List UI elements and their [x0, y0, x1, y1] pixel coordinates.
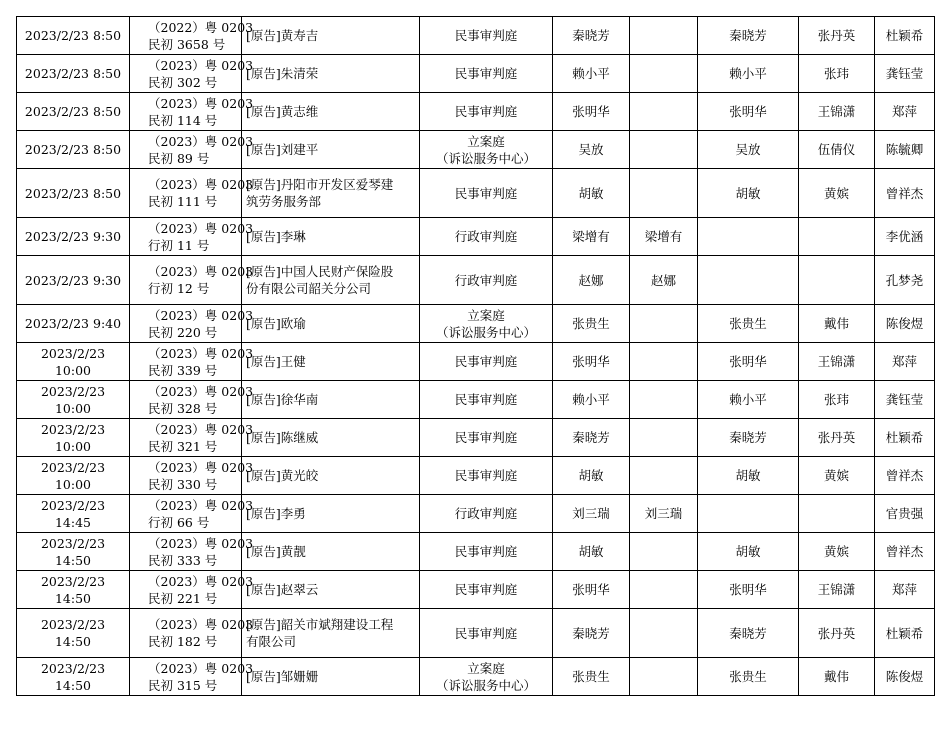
presiding-judge-cell: 秦晓芳: [553, 17, 630, 55]
tribunal-cell-line: 行政审判庭: [454, 272, 518, 288]
case-number-cell-line: （2022）粤 0203: [148, 19, 254, 35]
tribunal-cell-line: 民事审判庭: [454, 392, 518, 407]
case-number-cell-line: 民初 333 号: [148, 552, 218, 568]
judge-alt-cell: 张明华: [698, 571, 799, 609]
hearing-time-cell: 2023/2/23 14:50: [17, 609, 130, 658]
tribunal-cell-line: 民事审判庭: [454, 430, 518, 445]
assistant-cell: 戴伟: [799, 305, 875, 343]
judge-alt-cell: 秦晓芳: [698, 17, 799, 55]
case-number-cell-line: 行初 66 号: [148, 514, 210, 530]
hearing-time-cell: 2023/2/23 8:50: [17, 131, 130, 169]
clerk-cell: 李优涵: [875, 218, 935, 256]
judge-alt-cell: 秦晓芳: [698, 609, 799, 658]
assistant-cell: [799, 218, 875, 256]
case-number-cell: [130, 93, 254, 131]
tribunal-cell-line: 民事审判庭: [454, 28, 518, 43]
presiding-judge-cell: 赖小平: [553, 381, 630, 419]
party-cell-line: [原告]欧瑜: [246, 316, 306, 331]
hearing-time-cell: 2023/2/23 10:00: [17, 343, 130, 381]
judge-cell: [630, 55, 698, 93]
tribunal-cell-line: 民事审判庭: [454, 544, 518, 559]
case-number-cell-line: （2023）粤 0203: [148, 307, 254, 323]
table-row: [17, 457, 935, 495]
party-cell-line: [原告]邹姗姗: [246, 669, 319, 684]
table-row: [17, 17, 935, 55]
judge-alt-cell: [698, 495, 799, 533]
case-number-cell-line: （2023）粤 0203: [148, 383, 254, 399]
clerk-cell: 杜颖希: [875, 609, 935, 658]
case-number-cell-line: 行初 12 号: [148, 281, 210, 296]
assistant-cell: 张丹英: [799, 17, 875, 55]
case-number-cell: [130, 419, 254, 457]
case-number-cell: [130, 381, 254, 419]
case-number-cell: [130, 305, 254, 343]
assistant-cell: 王锦潇: [799, 343, 875, 381]
table-row: [17, 343, 935, 381]
case-number-cell-line: （2023）粤 0203: [148, 177, 254, 192]
assistant-cell: 张丹英: [799, 609, 875, 658]
hearing-time-cell: 2023/2/23 14:50: [17, 571, 130, 609]
judge-cell: [630, 533, 698, 571]
party-cell-line: [原告]黄志维: [246, 104, 319, 119]
assistant-cell: 黄嫔: [799, 457, 875, 495]
clerk-cell: 曾祥杰: [875, 533, 935, 571]
presiding-judge-cell: 秦晓芳: [553, 419, 630, 457]
case-number-cell-line: 民初 3658 号: [148, 36, 226, 52]
table-row: [17, 495, 935, 533]
case-number-cell: [130, 609, 254, 658]
presiding-judge-cell: 吴放: [553, 131, 630, 169]
presiding-judge-cell: 胡敏: [553, 457, 630, 495]
judge-alt-cell: [698, 218, 799, 256]
party-cell-line: 份有限公司韶关分公司: [246, 281, 372, 296]
clerk-cell: 龚钰莹: [875, 55, 935, 93]
judge-cell: [630, 343, 698, 381]
case-number-cell-line: （2023）粤 0203: [148, 497, 254, 513]
clerk-cell: 郑萍: [875, 343, 935, 381]
table-row: [17, 256, 935, 305]
hearing-time-cell: 2023/2/23 8:50: [17, 169, 130, 218]
party-cell: [242, 55, 420, 93]
judge-cell: 赵娜: [630, 256, 698, 305]
table-row: [17, 305, 935, 343]
assistant-cell: 王锦潇: [799, 571, 875, 609]
case-number-cell-line: （2023）粤 0203: [148, 421, 254, 437]
clerk-cell: 陈毓卿: [875, 131, 935, 169]
tribunal-cell: [420, 93, 553, 131]
party-cell: [242, 305, 420, 343]
party-cell-line: [原告]徐华南: [246, 392, 319, 407]
assistant-cell: [799, 495, 875, 533]
table-body: [17, 17, 935, 696]
table-row: [17, 658, 935, 696]
judge-cell: [630, 93, 698, 131]
tribunal-cell-line: 民事审判庭: [454, 185, 518, 201]
party-cell-line: [原告]朱清荣: [246, 66, 319, 81]
tribunal-cell: [420, 419, 553, 457]
case-number-cell-line: 民初 328 号: [148, 400, 218, 416]
case-number-cell-line: 民初 302 号: [148, 74, 218, 90]
case-number-cell-line: （2023）粤 0203: [148, 660, 254, 676]
case-number-cell-line: （2023）粤 0203: [148, 264, 254, 279]
case-number-cell: [130, 343, 254, 381]
tribunal-cell: [420, 218, 553, 256]
case-number-cell-line: 民初 221 号: [148, 590, 218, 606]
judge-cell: [630, 419, 698, 457]
party-cell-line: [原告]黄光皎: [246, 468, 319, 483]
case-number-cell-line: （2023）粤 0203: [148, 57, 254, 73]
clerk-cell: 孔梦尧: [875, 256, 935, 305]
case-number-cell: [130, 658, 254, 696]
table-row: [17, 218, 935, 256]
tribunal-cell: [420, 343, 553, 381]
party-cell-line: [原告]李勇: [246, 506, 306, 521]
case-number-cell: [130, 131, 254, 169]
case-number-cell-line: 民初 114 号: [148, 112, 218, 128]
tribunal-cell-line: 民事审判庭: [454, 66, 518, 81]
tribunal-cell: [420, 17, 553, 55]
party-cell: [242, 571, 420, 609]
case-number-cell-line: 行初 11 号: [148, 237, 210, 253]
tribunal-cell: [420, 457, 553, 495]
clerk-cell: 郑萍: [875, 93, 935, 131]
presiding-judge-cell: 梁增有: [553, 218, 630, 256]
party-cell: [242, 131, 420, 169]
party-cell: [242, 609, 420, 658]
judge-cell: [630, 131, 698, 169]
clerk-cell: 曾祥杰: [875, 169, 935, 218]
judge-alt-cell: 张明华: [698, 343, 799, 381]
assistant-cell: 戴伟: [799, 658, 875, 696]
table-row: [17, 609, 935, 658]
hearing-time-cell: 2023/2/23 10:00: [17, 457, 130, 495]
party-cell: [242, 343, 420, 381]
hearing-time-cell: 2023/2/23 8:50: [17, 55, 130, 93]
judge-cell: 刘三瑞: [630, 495, 698, 533]
judge-cell: [630, 169, 698, 218]
clerk-cell: 杜颖希: [875, 419, 935, 457]
case-number-cell: [130, 17, 254, 55]
judge-alt-cell: 张贵生: [698, 305, 799, 343]
clerk-cell: 陈俊煜: [875, 658, 935, 696]
hearing-time-cell: 2023/2/23 10:00: [17, 381, 130, 419]
clerk-cell: 龚钰莹: [875, 381, 935, 419]
hearing-time-cell: 2023/2/23 8:50: [17, 17, 130, 55]
tribunal-cell-line: 民事审判庭: [454, 625, 518, 641]
case-number-cell: [130, 55, 254, 93]
hearing-time-cell: 2023/2/23 9:40: [17, 305, 130, 343]
tribunal-cell-line: 行政审判庭: [454, 229, 518, 244]
case-number-cell: [130, 533, 254, 571]
judge-cell: [630, 17, 698, 55]
party-cell: [242, 419, 420, 457]
presiding-judge-cell: 胡敏: [553, 533, 630, 571]
case-number-cell-line: （2023）粤 0203: [148, 220, 254, 236]
presiding-judge-cell: 张贵生: [553, 305, 630, 343]
case-number-cell-line: 民初 321 号: [148, 438, 218, 454]
case-number-cell-line: 民初 182 号: [148, 634, 218, 649]
hearing-time-cell: 2023/2/23 8:50: [17, 93, 130, 131]
table-row: [17, 571, 935, 609]
hearing-time-cell: 2023/2/23 14:50: [17, 533, 130, 571]
party-cell-line: [原告]刘建平: [246, 142, 319, 157]
presiding-judge-cell: 赖小平: [553, 55, 630, 93]
party-cell: [242, 658, 420, 696]
tribunal-cell-line: 民事审判庭: [454, 104, 518, 119]
case-number-cell-line: （2023）粤 0203: [148, 573, 254, 589]
party-cell: [242, 218, 420, 256]
assistant-cell: 张玮: [799, 55, 875, 93]
hearing-schedule-table: [16, 16, 935, 696]
clerk-cell: 杜颖希: [875, 17, 935, 55]
presiding-judge-cell: 胡敏: [553, 169, 630, 218]
table-row: [17, 131, 935, 169]
tribunal-cell-line: （诉讼服务中心）: [435, 150, 536, 166]
party-cell: [242, 17, 420, 55]
presiding-judge-cell: 张明华: [553, 343, 630, 381]
assistant-cell: 张丹英: [799, 419, 875, 457]
judge-cell: [630, 609, 698, 658]
judge-alt-cell: 秦晓芳: [698, 419, 799, 457]
tribunal-cell-line: 立案庭: [467, 660, 505, 676]
party-cell: [242, 533, 420, 571]
judge-alt-cell: 胡敏: [698, 533, 799, 571]
presiding-judge-cell: 秦晓芳: [553, 609, 630, 658]
tribunal-cell-line: 民事审判庭: [454, 354, 518, 369]
party-cell-line: [原告]黄寿吉: [246, 28, 319, 43]
clerk-cell: 陈俊煜: [875, 305, 935, 343]
party-cell-line: [原告]黄靓: [246, 544, 306, 559]
party-cell: [242, 93, 420, 131]
judge-alt-cell: 胡敏: [698, 169, 799, 218]
assistant-cell: 王锦潇: [799, 93, 875, 131]
tribunal-cell: [420, 169, 553, 218]
hearing-time-cell: 2023/2/23 10:00: [17, 419, 130, 457]
clerk-cell: 官贵强: [875, 495, 935, 533]
hearing-time-cell: 2023/2/23 9:30: [17, 256, 130, 305]
table-row: [17, 169, 935, 218]
judge-alt-cell: [698, 256, 799, 305]
judge-alt-cell: 赖小平: [698, 55, 799, 93]
judge-cell: [630, 658, 698, 696]
party-cell: [242, 457, 420, 495]
hearing-time-cell: 2023/2/23 14:50: [17, 658, 130, 696]
judge-alt-cell: 张贵生: [698, 658, 799, 696]
tribunal-cell: [420, 533, 553, 571]
tribunal-cell-line: 立案庭: [467, 307, 505, 323]
tribunal-cell-line: （诉讼服务中心）: [435, 324, 536, 340]
party-cell-line: [原告]韶关市斌翔建设工程: [246, 617, 394, 632]
case-number-cell-line: 民初 315 号: [148, 677, 218, 693]
tribunal-cell: [420, 609, 553, 658]
tribunal-cell: [420, 55, 553, 93]
case-number-cell: [130, 218, 254, 256]
assistant-cell: 黄嫔: [799, 533, 875, 571]
party-cell-line: [原告]李琳: [246, 229, 306, 244]
case-number-cell-line: 民初 220 号: [148, 324, 218, 340]
tribunal-cell: [420, 495, 553, 533]
table-row: [17, 93, 935, 131]
case-number-cell-line: （2023）粤 0203: [148, 459, 254, 475]
party-cell-line: 有限公司: [246, 634, 297, 649]
judge-cell: [630, 381, 698, 419]
tribunal-cell: [420, 571, 553, 609]
tribunal-cell-line: 民事审判庭: [454, 468, 518, 483]
case-number-cell: [130, 457, 254, 495]
clerk-cell: 郑萍: [875, 571, 935, 609]
case-number-cell-line: 民初 330 号: [148, 476, 218, 492]
presiding-judge-cell: 张明华: [553, 93, 630, 131]
judge-cell: [630, 305, 698, 343]
party-cell: [242, 169, 420, 218]
case-number-cell-line: （2023）粤 0203: [148, 535, 254, 551]
presiding-judge-cell: 张贵生: [553, 658, 630, 696]
judge-alt-cell: 赖小平: [698, 381, 799, 419]
assistant-cell: [799, 256, 875, 305]
party-cell: [242, 495, 420, 533]
party-cell-line: [原告]中国人民财产保险股: [246, 264, 394, 279]
tribunal-cell: [420, 305, 553, 343]
tribunal-cell: [420, 131, 553, 169]
case-number-cell-line: （2023）粤 0203: [148, 133, 254, 149]
table-row: [17, 533, 935, 571]
judge-alt-cell: 吴放: [698, 131, 799, 169]
clerk-cell: 曾祥杰: [875, 457, 935, 495]
case-number-cell-line: （2023）粤 0203: [148, 95, 254, 111]
case-number-cell: [130, 495, 254, 533]
case-number-cell-line: 民初 111 号: [148, 194, 218, 209]
judge-cell: 梁增有: [630, 218, 698, 256]
tribunal-cell: [420, 381, 553, 419]
case-number-cell-line: 民初 89 号: [148, 150, 210, 166]
table-row: [17, 419, 935, 457]
tribunal-cell-line: 立案庭: [467, 133, 505, 149]
party-cell: [242, 381, 420, 419]
assistant-cell: 张玮: [799, 381, 875, 419]
hearing-time-cell: 2023/2/23 14:45: [17, 495, 130, 533]
case-number-cell-line: （2023）粤 0203: [148, 617, 254, 632]
case-number-cell-line: （2023）粤 0203: [148, 345, 254, 361]
party-cell-line: [原告]赵翠云: [246, 582, 319, 597]
party-cell: [242, 256, 420, 305]
presiding-judge-cell: 刘三瑞: [553, 495, 630, 533]
presiding-judge-cell: 张明华: [553, 571, 630, 609]
party-cell-line: [原告]丹阳市开发区爱琴建: [246, 177, 394, 192]
party-cell-line: 筑劳务服务部: [246, 194, 322, 209]
table-row: [17, 55, 935, 93]
assistant-cell: 黄嫔: [799, 169, 875, 218]
judge-cell: [630, 457, 698, 495]
case-number-cell: [130, 571, 254, 609]
assistant-cell: 伍倩仪: [799, 131, 875, 169]
party-cell-line: [原告]陈继威: [246, 430, 319, 445]
case-number-cell: [130, 169, 254, 218]
judge-alt-cell: 胡敏: [698, 457, 799, 495]
judge-alt-cell: 张明华: [698, 93, 799, 131]
party-cell-line: [原告]王健: [246, 354, 306, 369]
table-row: [17, 381, 935, 419]
tribunal-cell-line: 行政审判庭: [454, 506, 518, 521]
judge-cell: [630, 571, 698, 609]
tribunal-cell-line: 民事审判庭: [454, 582, 518, 597]
case-number-cell-line: 民初 339 号: [148, 362, 218, 378]
tribunal-cell-line: （诉讼服务中心）: [435, 677, 536, 693]
tribunal-cell: [420, 256, 553, 305]
tribunal-cell: [420, 658, 553, 696]
hearing-time-cell: 2023/2/23 9:30: [17, 218, 130, 256]
presiding-judge-cell: 赵娜: [553, 256, 630, 305]
case-number-cell: [130, 256, 254, 305]
